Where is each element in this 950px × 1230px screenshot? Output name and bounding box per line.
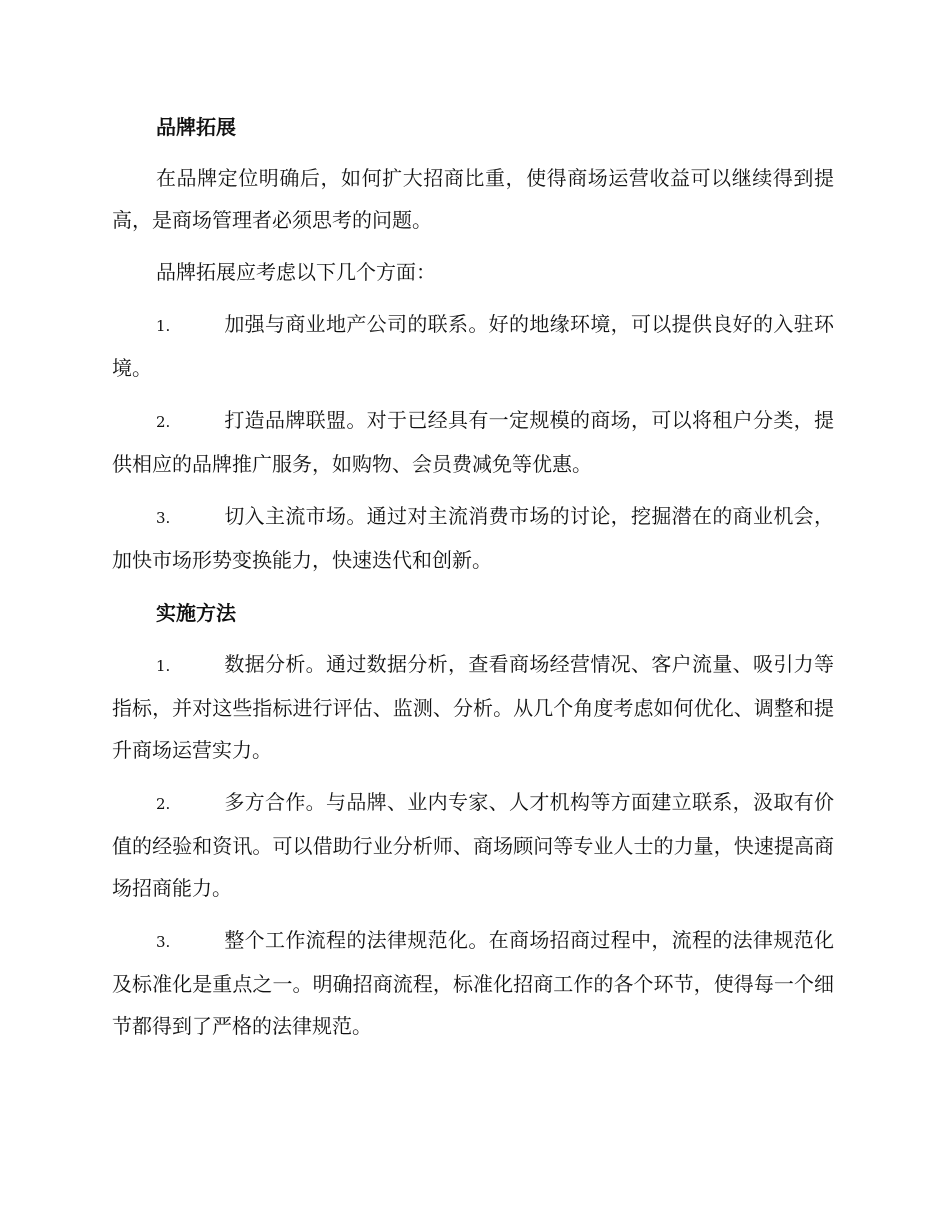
list-item-text: 多方合作。与品牌、业内专家、人才机构等方面建立联系，汲取有价值的经验和资讯。可以借助行业分析师、商场顾问等专业人士的力量，快速提高商场招商能力。 bbox=[112, 790, 834, 900]
paragraph-intro: 在品牌定位明确后，如何扩大招商比重，使得商场运营收益可以继续得到提高，是商场管理者必须思考的问题。 bbox=[112, 166, 834, 232]
list-item bbox=[112, 781, 834, 909]
list-item-text: 整个工作流程的法律规范化。在商场招商过程中，流程的法律规范化及标准化是重点之一。明确招商流程，标准化招商工作的各个环节，使得每一个细节都得到了严格的法律规范。 bbox=[112, 928, 834, 1038]
list-item bbox=[112, 495, 834, 581]
list-item-text: 切入主流市场。通过对主流消费市场的讨论，挖掘潜在的商业机会，加快市场形势变换能力，快速迭代和创新。 bbox=[112, 504, 834, 572]
section-heading-brand-expansion: 品牌拓展 bbox=[156, 115, 236, 139]
list-item bbox=[112, 919, 834, 1047]
list-item bbox=[112, 643, 834, 771]
list-item-text: 打造品牌联盟。对于已经具有一定规模的商场，可以将租户分类，提供相应的品牌推广服务，如购物、会员费减免等优惠。 bbox=[112, 408, 834, 476]
list-item-text: 数据分析。通过数据分析，查看商场经营情况、客户流量、吸引力等指标，并对这些指标进行评估、监测、分析。从几个角度考虑如何优化、调整和提升商场运营实力。 bbox=[112, 652, 834, 762]
list-item bbox=[112, 303, 834, 389]
list-item bbox=[112, 399, 834, 485]
paragraph-aspects: 品牌拓展应考虑以下几个方面： bbox=[156, 260, 436, 284]
document-page bbox=[112, 105, 834, 1057]
list-item-number: 2. bbox=[156, 413, 171, 431]
list-item-number: 1. bbox=[156, 657, 171, 675]
section-heading-implementation: 实施方法 bbox=[156, 601, 236, 625]
list-item-number: 2. bbox=[156, 795, 171, 813]
list-item-number: 3. bbox=[156, 933, 171, 951]
list-item-text: 加强与商业地产公司的联系。好的地缘环境，可以提供良好的入驻环境。 bbox=[112, 312, 834, 380]
list-item-number: 1. bbox=[156, 317, 171, 335]
list-item-number: 3. bbox=[156, 509, 171, 527]
